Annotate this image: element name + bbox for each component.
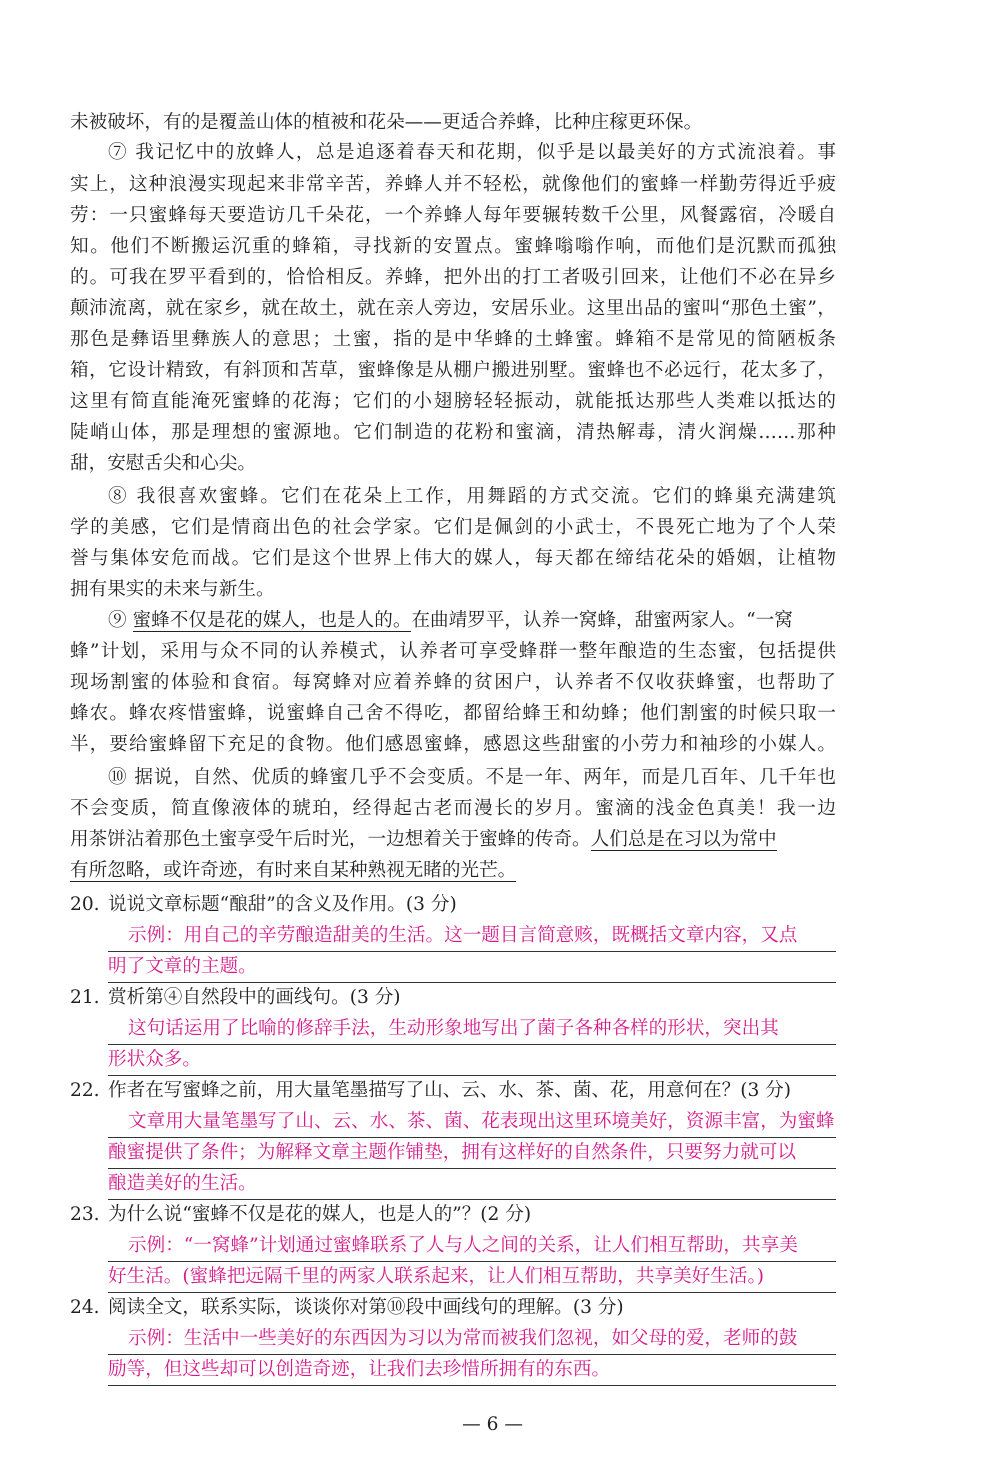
question-text: 赏析第④自然段中的画线句。(3 分) xyxy=(108,987,401,1008)
paragraph-6-tail: 未被破坏，有的是覆盖山体的植被和花朵——更适合养蜂，比种庄稼更环保。 xyxy=(70,112,703,133)
answer-22-line: 酿造美好的生活。 xyxy=(108,1169,836,1200)
question-text: 为什么说“蜜蜂不仅是花的媒人，也是人的”？(2 分) xyxy=(108,1204,532,1225)
question-text: 作者在写蜜蜂之前，用大量笔墨描写了山、云、水、茶、菌、花，用意何在？(3 分) xyxy=(108,1080,792,1101)
answer-23-line: 好生活。(蜜蜂把远隔千里的两家人联系起来，让人们相互帮助，共享美好生活。) xyxy=(108,1262,836,1293)
paragraph-10-plain: 用茶饼沾着那色土蜜享受午后时光，一边想着关于蜜蜂的传奇。 xyxy=(70,829,591,850)
paragraph-9-line: 蜂”计划，采用与众不同的认养模式，认养者可享受蜂群一整年酿造的生态蜜，包括提供 xyxy=(70,641,836,662)
question-text: 说说文章标题“酿甜”的含义及作用。(3 分) xyxy=(108,894,457,915)
answer-21-line: 形状众多。 xyxy=(108,1045,836,1076)
paragraph-9-marker: ⑨ xyxy=(108,610,133,631)
question-20 xyxy=(70,890,836,920)
answer-22-line: 酿蜜提供了条件；为解释文章主题作铺垫，拥有这样好的自然条件，只要努力就可以 xyxy=(108,1138,836,1169)
paragraph-10-line xyxy=(70,825,836,855)
paragraph-7-line: 这里有简直能淹死蜜蜂的花海；它们的小翅膀轻轻振动，就能抵达那些人类难以抵达的 xyxy=(70,391,836,412)
paragraph-8-line: 学的美感，它们是情商出色的社会学家。它们是佩剑的小武士，不畏死亡地为了个人荣 xyxy=(70,517,836,538)
paragraph-7-line: 颠沛流离，就在家乡，就在故土，就在亲人旁边，安居乐业。这里出品的蜜叫“那色土蜜”， xyxy=(70,298,836,319)
paragraph-10-line: ⑩ 据说，自然、优质的蜂蜜几乎不会变质。不是一年、两年，而是几百年、几千年也 xyxy=(108,767,836,788)
paragraph-7-line: ⑦ 我记忆中的放蜂人，总是追逐着春天和花期，似乎是以最美好的方式流浪着。事 xyxy=(108,142,836,163)
paragraph-7-line: 实上，这种浪漫实现起来非常辛苦，养蜂人并不轻松，就像他们的蜜蜂一样勤劳得近乎疲 xyxy=(70,174,836,195)
question-number: 20. xyxy=(70,894,100,915)
paragraph-7-line: 的。可我在罗平看到的，恰恰相反。养蜂，把外出的打工者吸引回来，让他们不必在异乡 xyxy=(70,267,836,288)
question-number: 22. xyxy=(70,1080,100,1101)
paragraph-9-first-rest: 在曲靖罗平，认养一窝蜂，甜蜜两家人。“一窝 xyxy=(411,610,793,631)
answer-23-line: 示例：“一窝蜂”计划通过蜜蜂联系了人与人之间的关系，让人们相互帮助，共享美 xyxy=(108,1231,836,1262)
paragraph-8-line: 誉与集体安危而战。它们是这个世界上伟大的媒人，每天都在缔结花朵的婚姻，让植物 xyxy=(70,548,836,569)
paragraph-9-line: 蜂农。蜂农疼惜蜜蜂，说蜜蜂自己舍不得吃，都留给蜂王和幼蜂；他们割蜜的时候只取一 xyxy=(70,703,836,724)
paragraph-7-line: 甜，安慰舌尖和心尖。 xyxy=(70,453,256,474)
answer-20-line: 明了文章的主题。 xyxy=(108,952,836,983)
question-number: 24. xyxy=(70,1297,100,1318)
paragraph-7-line: 劳：一只蜜蜂每天要造访几千朵花，一个养蜂人每年要辗转数千公里，风餐露宿，冷暖自 xyxy=(70,205,836,226)
underlined-sentence-p10: 人们总是在习以为常中 xyxy=(590,829,777,850)
answer-24-line: 励等，但这些却可以创造奇迹，让我们去珍惜所拥有的东西。 xyxy=(108,1355,836,1386)
paragraph-7-line: 箱，它设计精致，有斜顶和苫草，蜜蜂像是从棚户搬进别墅。蜜蜂也不必远行，花太多了， xyxy=(70,360,836,381)
paragraph-9-line: 半，要给蜜蜂留下充足的食物。他们感恩蜜蜂，感恩这些甜蜜的小劳力和袖珍的小媒人。 xyxy=(70,734,836,755)
paragraph-7-line: 知。他们不断搬运沉重的蜂箱，寻找新的安置点。蜜蜂嗡嗡作响，而他们是沉默而孤独 xyxy=(70,236,836,257)
answer-22-line: 文章用大量笔墨写了山、云、水、茶、菌、花表现出这里环境美好，资源丰富，为蜜蜂 xyxy=(108,1107,836,1138)
question-number: 21. xyxy=(70,987,100,1008)
question-22 xyxy=(70,1076,836,1106)
answer-21-line: 这句话运用了比喻的修辞手法，生动形象地写出了菌子各种各样的形状，突出其 xyxy=(108,1014,836,1045)
paragraph-10-line xyxy=(70,856,836,886)
question-23 xyxy=(70,1200,836,1230)
question-text: 阅读全文，联系实际，谈谈你对第⑩段中画线句的理解。(3 分) xyxy=(108,1297,624,1318)
question-24 xyxy=(70,1293,836,1323)
underlined-sentence-p10-cont: 有所忽略，或许奇迹，有时来自某种熟视无睹的光芒。 xyxy=(70,860,517,881)
paragraph-7-line: 陡峭山体，那是理想的蜜源地。它们制造的花粉和蜜滴，清热解毒，清火润燥……那种 xyxy=(70,422,836,443)
paragraph-8-line: 拥有果实的未来与新生。 xyxy=(70,579,275,600)
question-21 xyxy=(70,983,836,1013)
paragraph-10-line: 不会变质，简直像液体的琥珀，经得起古老而漫长的岁月。蜜滴的浅金色真美！我一边 xyxy=(70,798,836,819)
question-number: 23. xyxy=(70,1204,100,1225)
answer-24-line: 示例：生活中一些美好的东西因为习以为常而被我们忽视，如父母的爱，老师的鼓 xyxy=(108,1324,836,1355)
paragraph-8-line: ⑧ 我很喜欢蜜蜂。它们在花朵上工作，用舞蹈的方式交流。它们的蜂巢充满建筑 xyxy=(108,486,836,507)
page-number: — 6 — xyxy=(462,1414,523,1435)
paragraph-9-first-line xyxy=(108,606,836,636)
paragraph-9-line: 现场割蜜的体验和食宿。每窝蜂对应着养蜂的贫困户，认养者不仅收获蜂蜜，也帮助了 xyxy=(70,672,836,693)
underlined-sentence-p9: 蜜蜂不仅是花的媒人，也是人的。 xyxy=(132,610,412,631)
paragraph-7-line: 那色是彝语里彝族人的意思；土蜜，指的是中华蜂的土蜂蜜。蜂箱不是常见的简陋板条 xyxy=(70,329,836,350)
answer-20-line: 示例：用自己的辛劳酿造甜美的生活。这一题目言简意赅，既概括文章内容，又点 xyxy=(108,921,836,952)
